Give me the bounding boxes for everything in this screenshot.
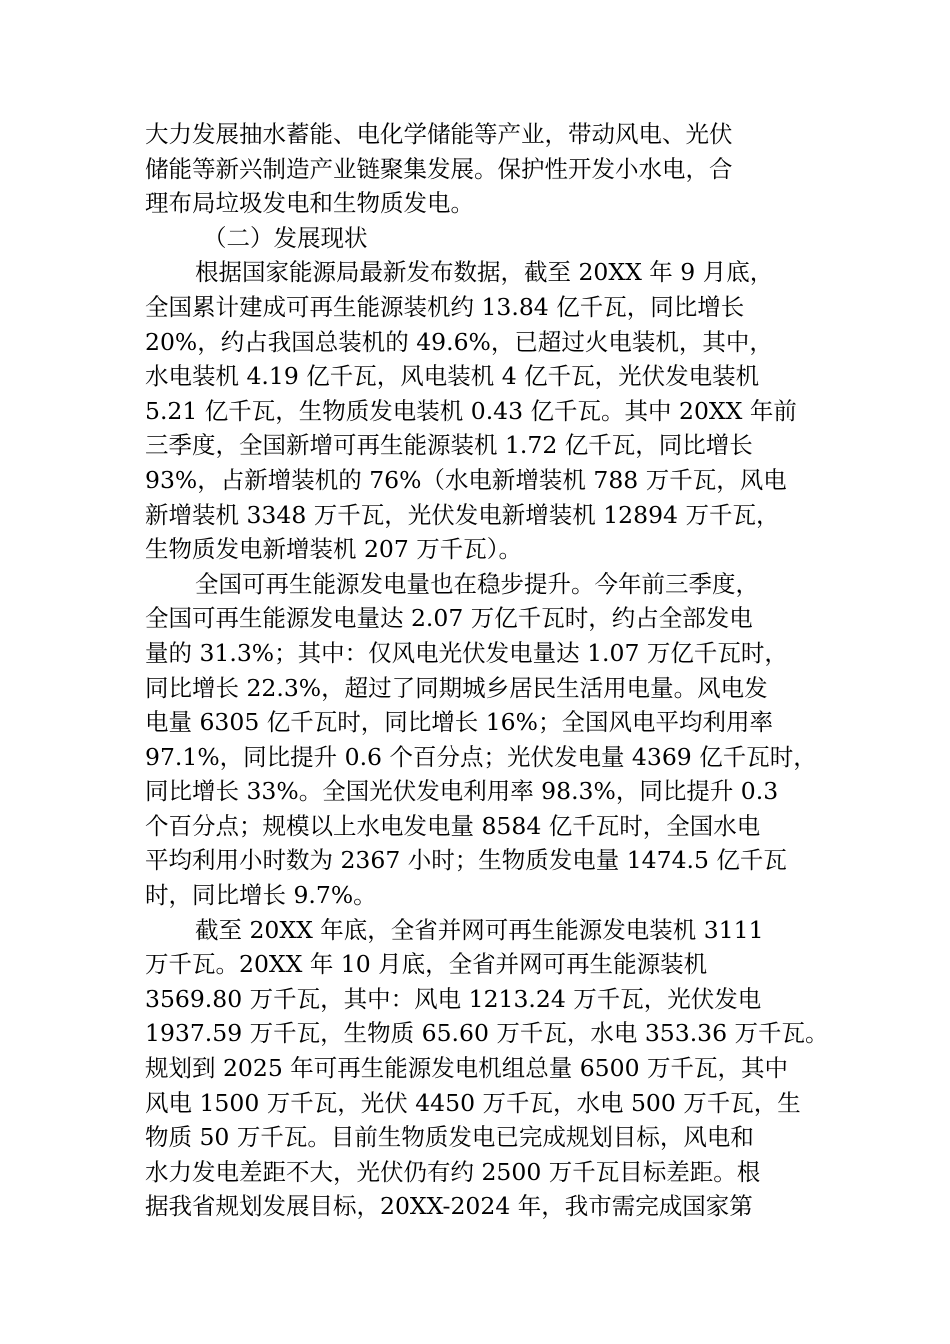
text-line: 同比增长 33%。全国光伏发电利用率 98.3%，同比提升 0.3 [145, 777, 779, 806]
text-line: 规划到 2025 年可再生能源发电机组总量 6500 万千瓦，其中 [145, 1054, 788, 1083]
text-line: 全国可再生能源发电量达 2.07 万亿千瓦时，约占全部发电 [145, 604, 753, 633]
text-line: 水力发电差距不大，光伏仍有约 2500 万千瓦目标差距。根 [145, 1157, 761, 1186]
text-line: 电量 6305 亿千瓦时，同比增长 16%；全国风电平均利用率 [145, 708, 773, 737]
text-line: 新增装机 3348 万千瓦，光伏发电新增装机 12894 万千瓦， [145, 500, 780, 529]
text-line: 全国可再生能源发电量也在稳步提升。今年前三季度， [195, 569, 759, 598]
text-line: 个百分点；规模以上水电发电量 8584 亿千瓦时，全国水电 [145, 811, 761, 840]
text-line: 平均利用小时数为 2367 小时；生物质发电量 1474.5 亿千瓦 [145, 846, 787, 875]
text-line: 大力发展抽水蓄能、电化学储能等产业，带动风电、光伏 [145, 120, 733, 148]
section-heading [145, 221, 835, 256]
text-line: 全国累计建成可再生能源装机约 13.84 亿千瓦，同比增长 [145, 292, 745, 321]
text-line: 生物质发电新增装机 207 万千瓦）。 [145, 535, 523, 564]
text-line: 97.1%，同比提升 0.6 个百分点；光伏发电量 4369 亿千瓦时， [145, 742, 817, 771]
text-line: 1937.59 万千瓦，生物质 65.60 万千瓦，水电 353.36 万千瓦。 [145, 1019, 829, 1048]
text-line: 据我省规划发展目标，20XX-2024 年，我市需完成国家第 [145, 1192, 753, 1221]
paragraph-national-capacity [145, 255, 835, 566]
text-line: 量的 31.3%；其中：仅风电光伏发电量达 1.07 万亿千瓦时， [145, 638, 788, 667]
text-line: 5.21 亿千瓦，生物质发电装机 0.43 亿千瓦。其中 20XX 年前 [145, 396, 797, 425]
text-line: 储能等新兴制造产业链聚集发展。保护性开发小水电，合 [145, 154, 733, 183]
text-line: 万千瓦。20XX 年 10 月底，全省并网可再生能源装机 [145, 950, 708, 979]
text-line: 水电装机 4.19 亿千瓦，风电装机 4 亿千瓦，光伏发电装机 [145, 362, 760, 391]
text-line: 截至 20XX 年底，全省并网可再生能源发电装机 3111 [195, 915, 764, 944]
paragraph-provincial-capacity [145, 913, 835, 1224]
document-body [145, 117, 835, 1224]
text-line: 理布局垃圾发电和生物质发电。 [145, 189, 474, 218]
paragraph-continuation [145, 117, 835, 221]
text-line: 风电 1500 万千瓦，光伏 4450 万千瓦，水电 500 万千瓦，生 [145, 1088, 801, 1117]
text-line: 三季度，全国新增可再生能源装机 1.72 亿千瓦，同比增长 [145, 431, 753, 460]
text-line: 20%，约占我国总装机的 49.6%，已超过火电装机，其中， [145, 327, 773, 356]
text-line: 3569.80 万千瓦，其中：风电 1213.24 万千瓦，光伏发电 [145, 984, 762, 1013]
paragraph-national-generation [145, 567, 835, 913]
text-line: 93%，占新增装机的 76%（水电新增装机 788 万千瓦，风电 [145, 465, 787, 494]
text-line: 同比增长 22.3%，超过了同期城乡居民生活用电量。风电发 [145, 673, 768, 702]
heading-text: （二）发展现状 [203, 223, 368, 252]
text-line: 根据国家能源局最新发布数据，截至 20XX 年 9 月底， [195, 258, 774, 287]
text-line: 时，同比增长 9.7%。 [145, 881, 377, 910]
text-line: 物质 50 万千瓦。目前生物质发电已完成规划目标，风电和 [145, 1123, 754, 1152]
